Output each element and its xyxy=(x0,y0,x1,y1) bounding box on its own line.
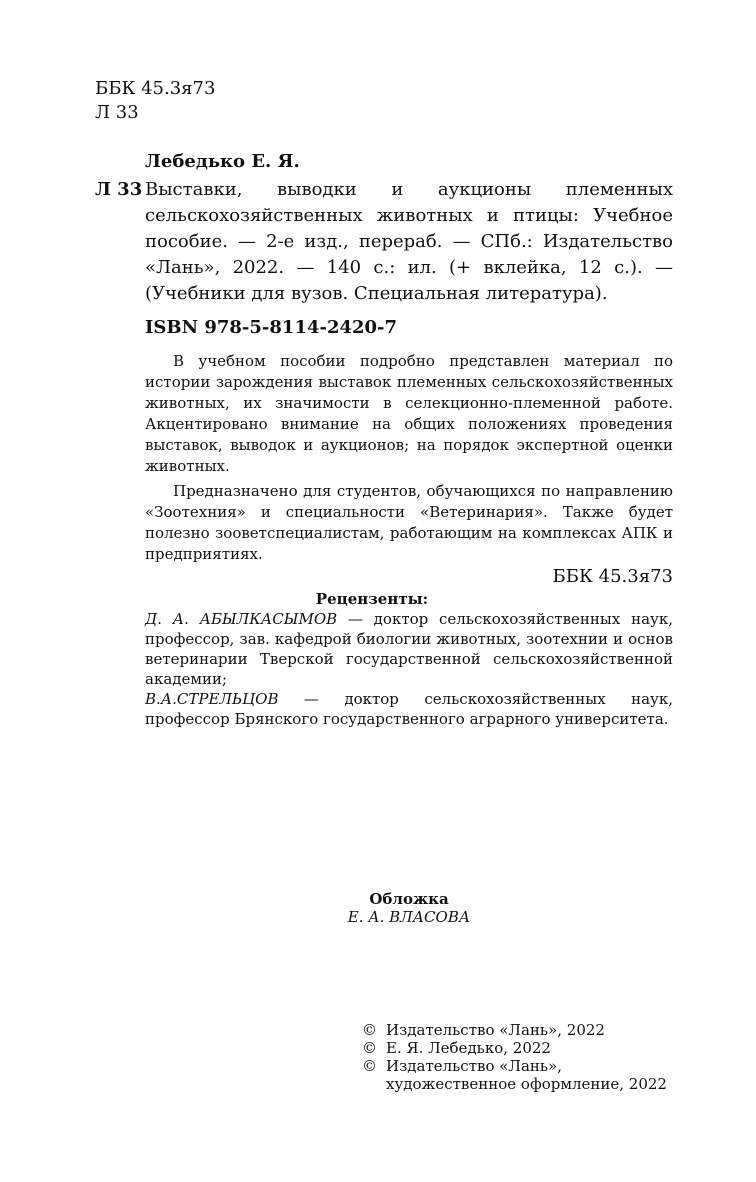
reviewer-1 xyxy=(145,609,673,689)
cover-label: Обложка xyxy=(369,890,449,908)
copyright-symbol: © xyxy=(362,1039,377,1057)
annotation-paragraph-1: В учебном пособии подробно представлен материал по истории зарождения выставок племенных сельскохозяйственных животных, их значимости в селекционно-племенной работе. Акцентировано внимание на общих положениях проведения выставок, выводок и аукционов; на порядок экспертной оценки животных. xyxy=(145,352,673,475)
bbk-code-top: ББК 45.3я73 xyxy=(95,78,216,99)
bbk-header xyxy=(95,77,215,125)
copyright-text-3b: художественное оформление, 2022 xyxy=(386,1075,667,1093)
isbn: ISBN 978-5-8114-2420-7 xyxy=(145,317,398,338)
copyright-line-1 xyxy=(362,1021,667,1039)
copyright-block xyxy=(362,1021,667,1093)
copyright-symbol: © xyxy=(362,1021,377,1039)
author-mark: Л 33 xyxy=(95,179,143,200)
reviewer-2 xyxy=(145,689,673,729)
author-name: Лебедько Е. Я. xyxy=(145,151,300,172)
copyright-symbol: © xyxy=(362,1057,377,1075)
copyright-line-3 xyxy=(362,1057,667,1075)
copyright-text-2: Е. Я. Лебедько, 2022 xyxy=(386,1039,551,1057)
reviewer-1-name: Д. А. АБЫЛКАСЫМОВ xyxy=(145,610,338,628)
author-mark-top: Л 33 xyxy=(95,102,139,123)
copyright-line-2 xyxy=(362,1039,667,1057)
annotation xyxy=(145,351,673,565)
reviewer-2-text: — доктор сельскохозяйственных наук, профессор Брянского государственного аграрного университета. xyxy=(145,690,673,728)
cover-designer: Е. А. ВЛАСОВА xyxy=(347,908,471,926)
annotation-paragraph-2: Предназначено для студентов, обучающихся по направлению «Зоотехния» и специальности «Ветеринария». Также будет полезно зооветспециалистам, работающим на комплексах АПК и предприятиях. xyxy=(145,482,673,563)
reviewers-heading: Рецензенты: xyxy=(315,590,429,608)
copyright-line-4 xyxy=(362,1075,667,1093)
bibliographic-description: Выставки, выводки и аукционы племенных сельскохозяйственных животных и птицы: Учебное пособие. — 2-е изд., перераб. — СПб.: Издательство «Лань», 2022. — 140 с.: ил. (+ вклейка, 12 с.). — (Учебники для вузов. Специальная литература). xyxy=(145,179,673,304)
copyright-text-3a: Издательство «Лань», xyxy=(386,1057,563,1075)
reviewers-list xyxy=(145,609,673,729)
bbk-code-right: ББК 45.3я73 xyxy=(552,566,673,587)
copyright-text-1: Издательство «Лань», 2022 xyxy=(386,1021,605,1039)
reviewer-1-text: — доктор сельскохозяйственных наук, профессор, зав. кафедрой биологии животных, зоотехнии и основ ветеринарии Тверской государственной сельскохозяйственной академии; xyxy=(145,610,673,688)
reviewer-2-name: В.А.СТРЕЛЬЦОВ xyxy=(145,690,279,708)
